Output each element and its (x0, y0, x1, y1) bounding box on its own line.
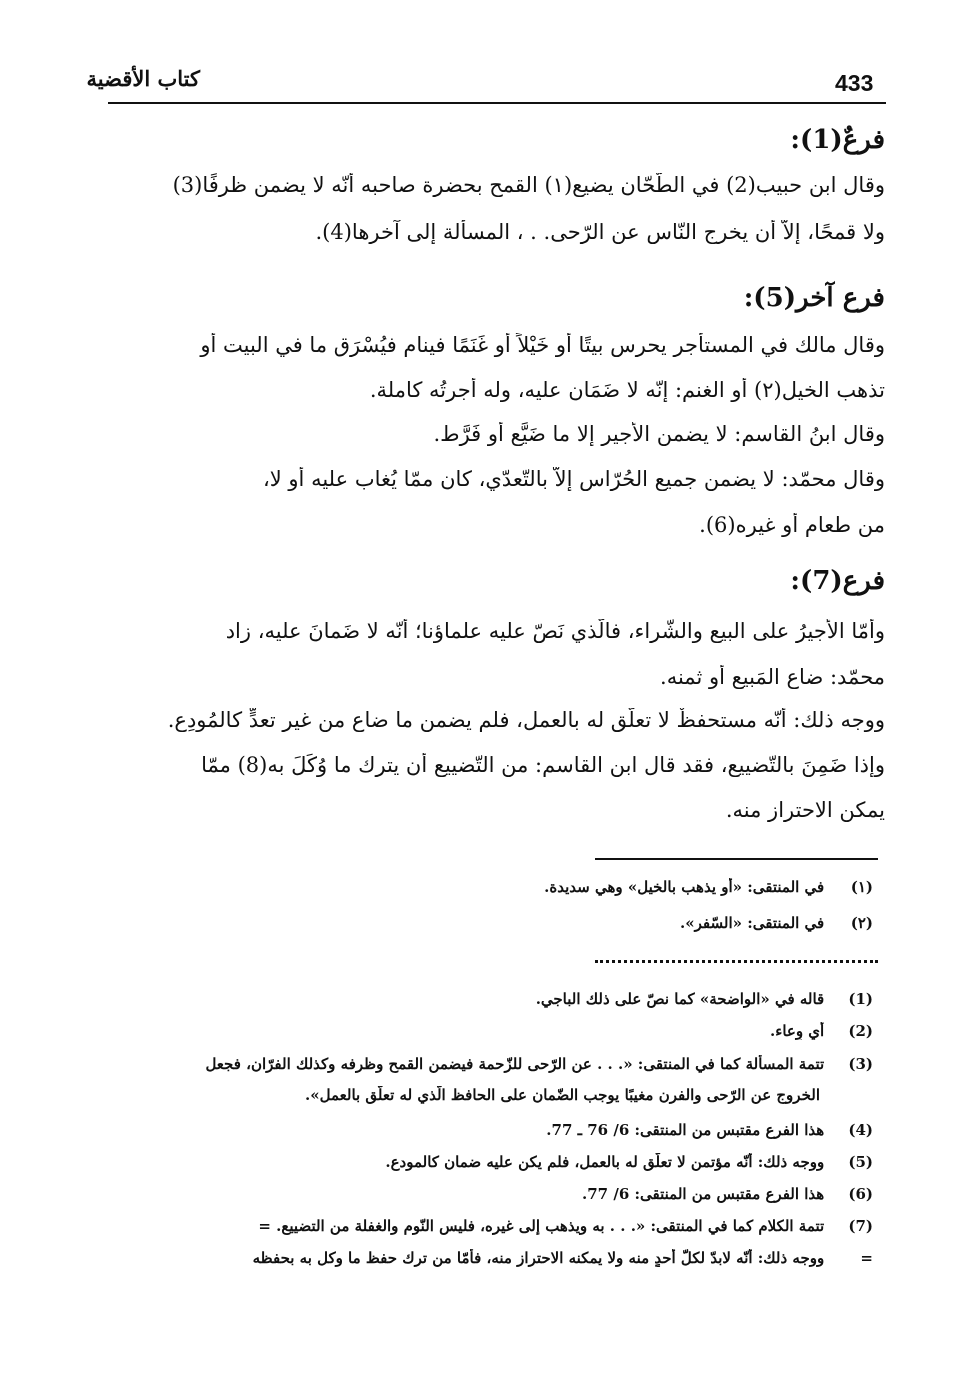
footnote-number: (1) (848, 990, 873, 1008)
running-header-title: كتاب الأقضية (86, 66, 200, 91)
paragraph-line: وقال مالك في المستأجر يحرس بيتًا أو خَيْلاً أو غَنَمًا فينام فيُسْرَق ما في البيت أو (200, 333, 885, 357)
footnote (100, 878, 873, 896)
footnote-text: قاله في «الواضحة» كما نصّ على ذلك الباجي. (535, 990, 825, 1008)
footnote (100, 1022, 873, 1040)
footnote (100, 1249, 873, 1267)
footnote-number: (2) (848, 1022, 873, 1040)
footnote (100, 1217, 873, 1235)
footnote (100, 1121, 873, 1139)
footnote-continuation: الخروج عن الرّحى والفرن مغيبًا يوجب الضّمان على الحافظ الّذي له تعلّق بالعمل». (305, 1086, 820, 1104)
paragraph-line: ووجه ذلك: أنّه مستحفظٌ لا تعلّق له بالعمل، فلم يضمن ما ضاع من غير تعدٍّ كالمُودِع. (167, 708, 885, 732)
paragraph-line: وأمّا الأجيرُ على البيع والشّراء، فالّذي نَصّ عليه علماؤنا؛ أنّه لا ضَمانَ عليه، زاد (225, 619, 885, 643)
footnote-number: = (860, 1249, 873, 1267)
paragraph-line: ولا قمحًا، إلاّ أن يخرج النّاس عن الرّحى. . ، المسألة إلى آخرها(4). (315, 220, 885, 244)
footnote (100, 1055, 873, 1073)
paragraph-line: وقال ابن حبيب(2) في الطّحّان يضيع(١) القمح بحضرة صاحبه أنّه لا يضمن ظرفًا(3) (172, 173, 885, 197)
footnote-text: ووجه ذلك: أنّه مؤتمن لا تعلّق له بالعمل، فلم يكن عليه ضمان كالمودع. (385, 1153, 825, 1171)
footnote (100, 990, 873, 1008)
footnote-rule (595, 858, 878, 860)
paragraph-line: وإذا ضَمِنَ بالتّضييع، فقد قال ابن القاسم: من التّضييع أن يترك ما وُكِّلَ به(8) ممّا (201, 753, 885, 777)
footnote-text: في المنتقى: «أو يذهب بالخيل» وهي سديدة. (544, 878, 825, 896)
section-heading-2: فرع آخر(5): (743, 283, 885, 313)
paragraph-line: وقال محمّد: لا يضمن جميع الحُرّاس إلاّ بالتّعدّي، كان ممّا يُغاب عليه أو لا، (262, 467, 885, 491)
footnote-number: (٢) (850, 914, 873, 932)
section-heading-1: فرعٌ(1): (790, 125, 885, 155)
header-rule (108, 102, 886, 104)
footnote-text: ووجه ذلك: أنّه لابدّ لكلّ أحدٍ منه ولا يمكنه الاحتراز منه، فأمّا من ترك حفظ ما وكل به بحفظه (252, 1249, 825, 1267)
footnote (100, 914, 873, 932)
footnote-number: (4) (848, 1121, 873, 1139)
footnote (100, 1153, 873, 1171)
page-number: 433 (835, 70, 874, 96)
paragraph-line: يمكن الاحتراز منه. (725, 798, 885, 822)
dotted-separator (595, 960, 878, 963)
footnote-text: في المنتقى: «السّفر». (680, 914, 825, 932)
footnote (100, 1185, 873, 1203)
footnote-text: تتمة الكلام كما في المنتقى: «. . . به ويذهب إلى غيره، فليس النّوم والغفلة من التضييع. = (258, 1217, 825, 1235)
section-heading-3: فرع(7): (790, 566, 885, 596)
paragraph-line: محمّد: ضاع المَبيع أو ثمنه. (660, 665, 885, 689)
paragraph-line: وقال ابنُ القاسم: لا يضمن الأجير إلا ما ضَيَّع أو فَرَّط. (433, 422, 885, 446)
footnote-number: (3) (848, 1055, 873, 1073)
paragraph-line: تذهب الخيل(٢) أو الغنم: إنّه لا ضَمَان عليه، وله أُجرتُه كاملة. (369, 378, 885, 402)
footnote-number: (7) (848, 1217, 873, 1235)
footnote-text: هذا الفرع مقتبس من المنتقى: 6/ 76 ـ 77. (546, 1121, 825, 1139)
footnote-number: (6) (848, 1185, 873, 1203)
footnote-number: (5) (848, 1153, 873, 1171)
footnote-text: تتمة المسألة كما في المنتقى: «. . . عن الرّحى للزّحمة فيضمن القمح وظرفه وكذلك الفرّان، فجعل (205, 1055, 825, 1073)
footnote-text: هذا الفرع مقتبس من المنتقى: 6/ 77. (582, 1185, 825, 1203)
paragraph-line: من طعامٍ أو غيره(6). (699, 513, 885, 537)
footnote-text: أي وِعاء. (770, 1022, 825, 1040)
footnote-number: (١) (850, 878, 873, 896)
